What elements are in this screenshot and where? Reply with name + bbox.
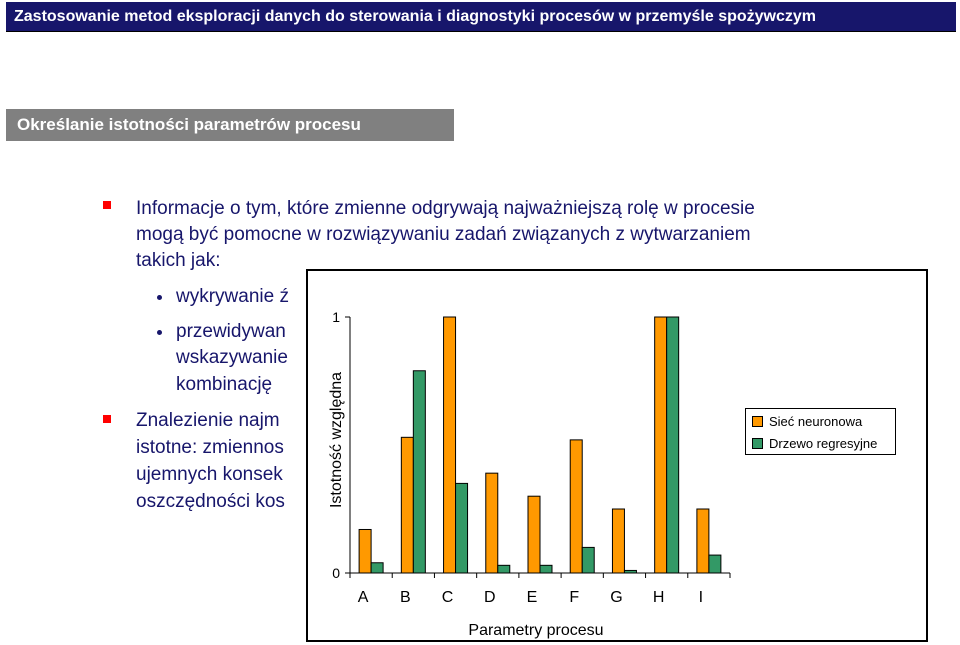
paragraph-1-line-1: Informacje o tym, które zmienne odgrywają najważniejszą rolę w procesie: [136, 198, 755, 219]
bar-neural-C: [444, 317, 456, 573]
legend-swatch-neural: [752, 416, 763, 427]
x-tick-label: G: [610, 589, 623, 606]
bar-neural-F: [570, 440, 582, 573]
bar-tree-H: [667, 317, 679, 573]
sub-item-2-line-1: przewidywan: [176, 321, 286, 342]
legend-swatch-tree: [752, 438, 763, 449]
paragraph-2-line-1: Znalezienie najm: [136, 410, 280, 431]
bar-tree-F: [582, 547, 594, 573]
chart-legend: [745, 408, 896, 455]
sub-item-2-line-3: kombinację: [176, 374, 273, 395]
sub-item-1: wykrywanie ź: [176, 286, 289, 307]
x-tick-label: H: [652, 589, 665, 606]
bar-tree-B: [413, 371, 425, 573]
paragraph-1-line-2: mogą być pomocne w rozwiązywaniu zadań związanych z wytwarzaniem: [136, 224, 751, 245]
bar-neural-D: [486, 473, 498, 573]
legend-item-neural: [752, 414, 862, 430]
legend-label-neural: Sieć neuronowa: [769, 414, 863, 429]
bar-neural-E: [528, 496, 540, 573]
section-title: Określanie istotności parametrów procesu: [17, 115, 361, 134]
paragraph-2-line-2: istotne: zmiennos: [136, 437, 284, 458]
bar-tree-I: [709, 555, 721, 573]
legend-item-tree: [752, 436, 877, 452]
bar-neural-I: [697, 509, 709, 573]
bar-neural-H: [655, 317, 667, 573]
x-tick-label: F: [569, 589, 580, 606]
bar-tree-A: [371, 563, 383, 573]
paragraph-1-line-3: takich jak:: [136, 250, 221, 271]
bar-tree-C: [456, 483, 468, 573]
x-tick-label: C: [441, 589, 454, 606]
bar-neural-B: [401, 437, 413, 573]
paragraph-2-line-3: ujemnych konsek: [136, 464, 283, 485]
sub-item-2-line-2: wskazywanie: [176, 347, 288, 368]
x-tick-label: D: [483, 589, 496, 606]
x-tick-label: B: [399, 589, 411, 606]
x-tick-label: I: [698, 589, 704, 606]
y-tick-label: 1: [332, 309, 340, 325]
bar-neural-G: [612, 509, 624, 573]
y-tick-label: 0: [332, 565, 340, 581]
x-axis-title: Parametry procesu: [468, 622, 604, 639]
paragraph-2-line-4: oszczędności kos: [136, 491, 285, 512]
legend-label-tree: Drzewo regresyjne: [769, 436, 878, 451]
bar-neural-A: [359, 529, 371, 573]
x-tick-label: A: [357, 589, 369, 606]
y-axis-title: Istotność względna: [328, 371, 345, 509]
slide-header-title: Zastosowanie metod eksploracji danych do sterowania i diagnostyki procesów w przemyśle spożywczym: [14, 8, 817, 25]
x-tick-label: E: [526, 589, 538, 606]
bar-tree-G: [624, 570, 636, 573]
bar-tree-D: [498, 565, 510, 573]
bar-tree-E: [540, 565, 552, 573]
